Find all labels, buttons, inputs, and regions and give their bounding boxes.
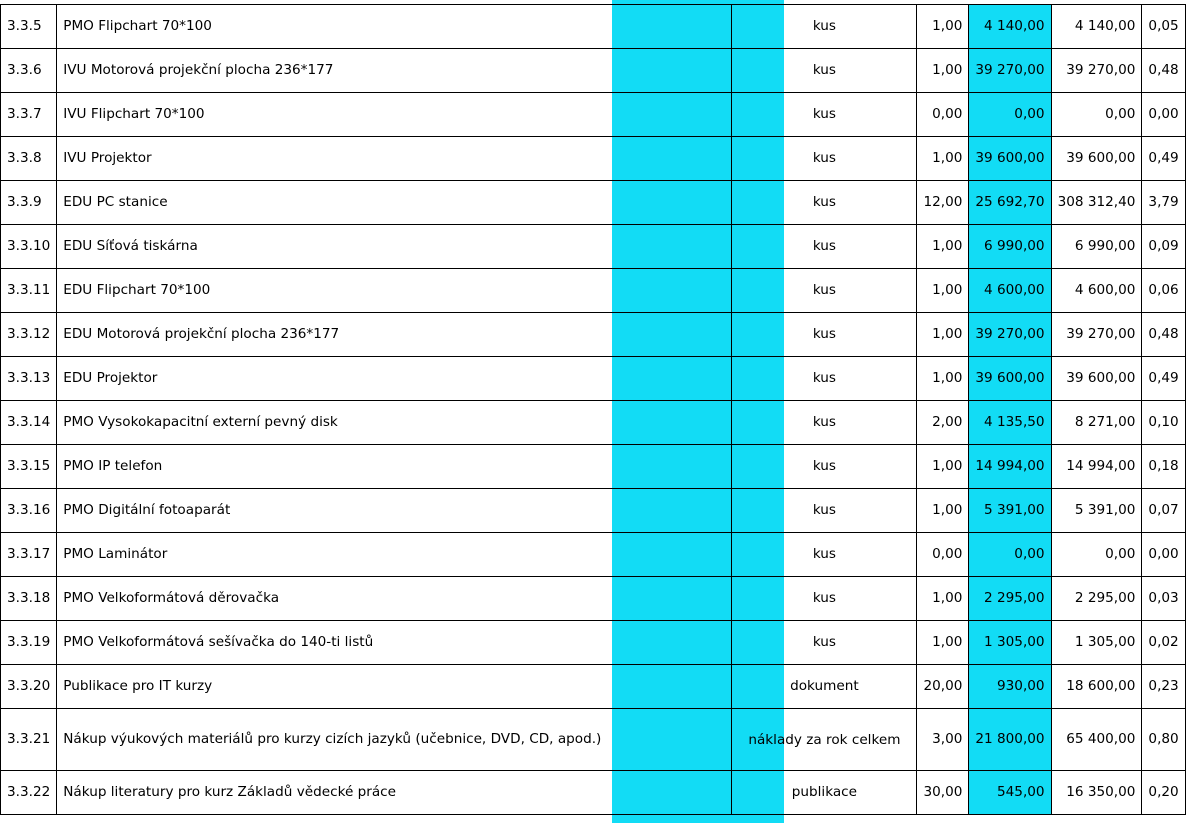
item-unit: kus	[732, 621, 917, 665]
item-unit-price: 0,00	[969, 533, 1051, 577]
table-row	[1, 357, 1186, 401]
item-total: 65 400,00	[1051, 709, 1142, 771]
item-percent: 0,23	[1142, 665, 1185, 709]
item-total: 18 600,00	[1051, 665, 1142, 709]
item-name: PMO IP telefon	[57, 445, 732, 489]
item-quantity: 1,00	[917, 489, 969, 533]
item-unit-price: 545,00	[969, 771, 1051, 815]
table-row	[1, 137, 1186, 181]
table-row	[1, 225, 1186, 269]
item-total: 39 270,00	[1051, 313, 1142, 357]
item-quantity: 20,00	[917, 665, 969, 709]
item-unit-price: 930,00	[969, 665, 1051, 709]
item-quantity: 1,00	[917, 577, 969, 621]
table-row	[1, 771, 1186, 815]
item-percent: 0,80	[1142, 709, 1185, 771]
item-code: 3.3.9	[1, 181, 57, 225]
item-percent: 0,02	[1142, 621, 1185, 665]
item-quantity: 1,00	[917, 137, 969, 181]
table-row	[1, 665, 1186, 709]
item-unit: kus	[732, 49, 917, 93]
item-unit-price: 5 391,00	[969, 489, 1051, 533]
item-quantity: 1,00	[917, 313, 969, 357]
item-unit: kus	[732, 357, 917, 401]
item-unit: kus	[732, 93, 917, 137]
item-unit: kus	[732, 313, 917, 357]
item-percent: 0,06	[1142, 269, 1185, 313]
item-total: 4 140,00	[1051, 5, 1142, 49]
item-code: 3.3.7	[1, 93, 57, 137]
item-unit-price: 39 600,00	[969, 137, 1051, 181]
item-quantity: 2,00	[917, 401, 969, 445]
item-total: 2 295,00	[1051, 577, 1142, 621]
item-code: 3.3.20	[1, 665, 57, 709]
item-name: EDU Flipchart 70*100	[57, 269, 732, 313]
item-unit-price: 6 990,00	[969, 225, 1051, 269]
item-percent: 0,20	[1142, 771, 1185, 815]
item-name: PMO Flipchart 70*100	[57, 5, 732, 49]
table-row	[1, 5, 1186, 49]
item-total: 16 350,00	[1051, 771, 1142, 815]
item-code: 3.3.16	[1, 489, 57, 533]
table-row	[1, 49, 1186, 93]
table-row	[1, 709, 1186, 771]
table-row	[1, 313, 1186, 357]
item-unit: dokument	[732, 665, 917, 709]
item-code: 3.3.12	[1, 313, 57, 357]
item-unit-price: 39 270,00	[969, 313, 1051, 357]
item-unit-price: 39 600,00	[969, 357, 1051, 401]
item-unit: publikace	[732, 771, 917, 815]
item-unit: náklady za rok celkem	[732, 709, 917, 771]
item-percent: 0,10	[1142, 401, 1185, 445]
item-name: EDU Motorová projekční plocha 236*177	[57, 313, 732, 357]
item-unit-price: 4 135,50	[969, 401, 1051, 445]
item-quantity: 30,00	[917, 771, 969, 815]
item-quantity: 0,00	[917, 533, 969, 577]
item-percent: 0,09	[1142, 225, 1185, 269]
item-name: PMO Velkoformátová sešívačka do 140-ti listů	[57, 621, 732, 665]
item-name: IVU Flipchart 70*100	[57, 93, 732, 137]
item-total: 39 270,00	[1051, 49, 1142, 93]
table-row	[1, 621, 1186, 665]
item-total: 8 271,00	[1051, 401, 1142, 445]
item-code: 3.3.21	[1, 709, 57, 771]
table-row	[1, 533, 1186, 577]
item-unit-price: 1 305,00	[969, 621, 1051, 665]
item-name: Publikace pro IT kurzy	[57, 665, 732, 709]
item-name: PMO Velkoformátová děrovačka	[57, 577, 732, 621]
table-row	[1, 489, 1186, 533]
item-percent: 0,00	[1142, 533, 1185, 577]
item-name: IVU Motorová projekční plocha 236*177	[57, 49, 732, 93]
item-unit: kus	[732, 489, 917, 533]
item-unit: kus	[732, 533, 917, 577]
item-quantity: 12,00	[917, 181, 969, 225]
item-percent: 0,48	[1142, 49, 1185, 93]
item-total: 4 600,00	[1051, 269, 1142, 313]
item-unit-price: 25 692,70	[969, 181, 1051, 225]
item-percent: 0,49	[1142, 357, 1185, 401]
item-unit-price: 14 994,00	[969, 445, 1051, 489]
item-code: 3.3.10	[1, 225, 57, 269]
item-total: 1 305,00	[1051, 621, 1142, 665]
budget-table	[0, 4, 1186, 815]
item-name: IVU Projektor	[57, 137, 732, 181]
item-code: 3.3.5	[1, 5, 57, 49]
item-unit: kus	[732, 269, 917, 313]
item-name: EDU Projektor	[57, 357, 732, 401]
item-quantity: 1,00	[917, 445, 969, 489]
item-name: Nákup literatury pro kurz Základů vědecké práce	[57, 771, 732, 815]
item-quantity: 1,00	[917, 49, 969, 93]
item-code: 3.3.13	[1, 357, 57, 401]
item-name: EDU PC stanice	[57, 181, 732, 225]
item-total: 14 994,00	[1051, 445, 1142, 489]
item-code: 3.3.17	[1, 533, 57, 577]
item-total: 5 391,00	[1051, 489, 1142, 533]
item-unit: kus	[732, 137, 917, 181]
item-percent: 0,48	[1142, 313, 1185, 357]
item-percent: 0,18	[1142, 445, 1185, 489]
item-unit-price: 39 270,00	[969, 49, 1051, 93]
item-total: 39 600,00	[1051, 137, 1142, 181]
item-code: 3.3.19	[1, 621, 57, 665]
item-name: PMO Laminátor	[57, 533, 732, 577]
item-unit-price: 4 600,00	[969, 269, 1051, 313]
table-row	[1, 577, 1186, 621]
item-total: 0,00	[1051, 533, 1142, 577]
item-percent: 0,03	[1142, 577, 1185, 621]
item-percent: 0,00	[1142, 93, 1185, 137]
item-quantity: 1,00	[917, 269, 969, 313]
item-total: 6 990,00	[1051, 225, 1142, 269]
item-unit-price: 21 800,00	[969, 709, 1051, 771]
item-name: PMO Digitální fotoaparát	[57, 489, 732, 533]
item-quantity: 1,00	[917, 5, 969, 49]
item-unit: kus	[732, 445, 917, 489]
item-total: 0,00	[1051, 93, 1142, 137]
item-total: 308 312,40	[1051, 181, 1142, 225]
item-unit-price: 2 295,00	[969, 577, 1051, 621]
item-unit-price: 0,00	[969, 93, 1051, 137]
item-quantity: 1,00	[917, 621, 969, 665]
budget-table-body	[1, 5, 1186, 815]
item-unit: kus	[732, 401, 917, 445]
item-unit: kus	[732, 225, 917, 269]
item-percent: 3,79	[1142, 181, 1185, 225]
item-code: 3.3.6	[1, 49, 57, 93]
item-unit: kus	[732, 5, 917, 49]
item-unit: kus	[732, 181, 917, 225]
table-row	[1, 181, 1186, 225]
item-unit-price: 4 140,00	[969, 5, 1051, 49]
item-unit: kus	[732, 577, 917, 621]
item-code: 3.3.15	[1, 445, 57, 489]
item-total: 39 600,00	[1051, 357, 1142, 401]
item-code: 3.3.11	[1, 269, 57, 313]
table-row	[1, 401, 1186, 445]
item-name: Nákup výukových materiálů pro kurzy cizích jazyků (učebnice, DVD, CD, apod.)	[57, 709, 732, 771]
item-name: PMO Vysokokapacitní externí pevný disk	[57, 401, 732, 445]
item-code: 3.3.8	[1, 137, 57, 181]
table-row	[1, 445, 1186, 489]
item-quantity: 0,00	[917, 93, 969, 137]
table-row	[1, 269, 1186, 313]
item-percent: 0,07	[1142, 489, 1185, 533]
table-row	[1, 93, 1186, 137]
item-quantity: 1,00	[917, 357, 969, 401]
item-quantity: 3,00	[917, 709, 969, 771]
item-percent: 0,49	[1142, 137, 1185, 181]
item-quantity: 1,00	[917, 225, 969, 269]
item-code: 3.3.22	[1, 771, 57, 815]
item-code: 3.3.18	[1, 577, 57, 621]
item-name: EDU Síťová tiskárna	[57, 225, 732, 269]
item-code: 3.3.14	[1, 401, 57, 445]
item-percent: 0,05	[1142, 5, 1185, 49]
